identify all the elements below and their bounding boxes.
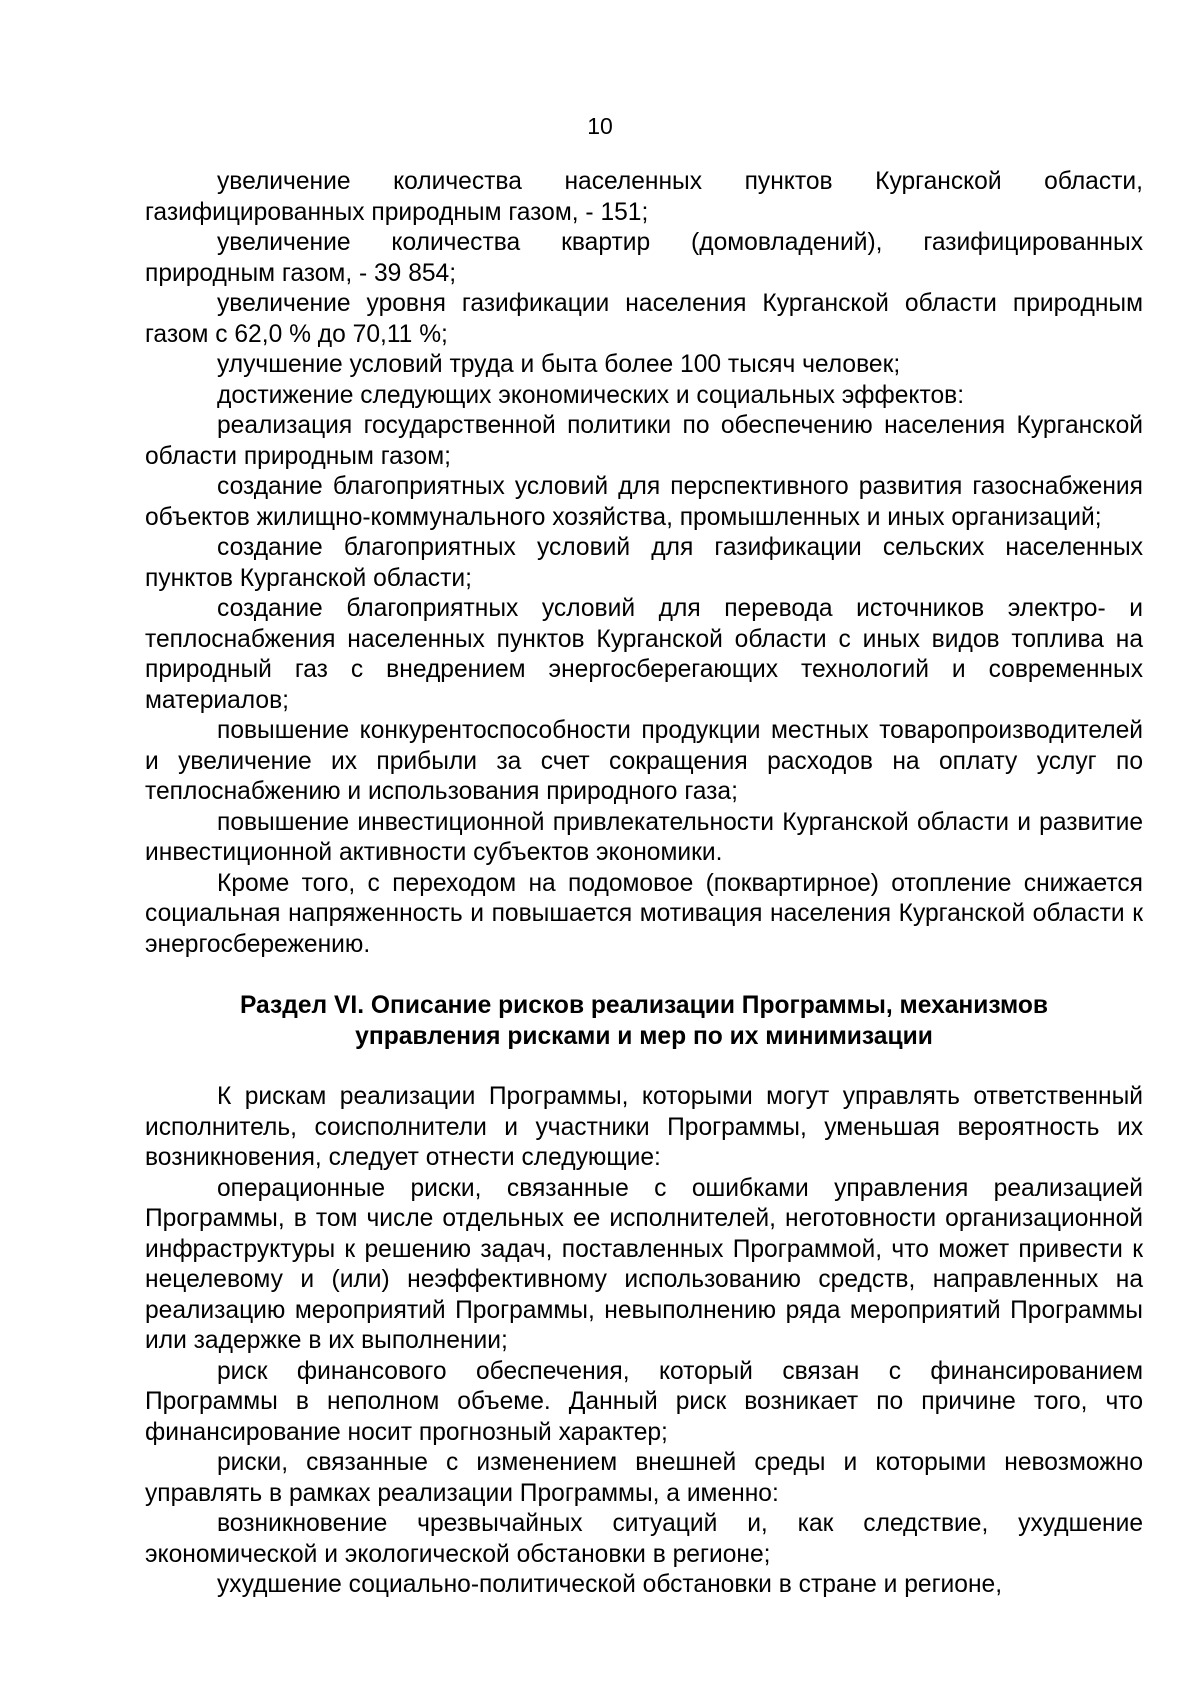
paragraph: реализация государственной политики по обеспечению населения Курганской области природным газом;	[145, 412, 1143, 470]
paragraph: операционные риски, связанные с ошибками управления реализацией Программы, в том числе отдельных ее исполнителей, неготовности организационной инфраструктуры к решению задач, поставленных Программой, что может привести к нецелевому и (или) неэффективному использованию средств, направленных на реализацию мероприятий Программы, невыполнению ряда мероприятий Программы или задержке в их выполнении;	[145, 1174, 1143, 1354]
section-title-line: Раздел VI. Описание рисков реализации Программы, механизмов	[239, 992, 1049, 1019]
paragraph: создание благоприятных условий для газификации сельских населенных пунктов Курганской области;	[145, 534, 1143, 592]
paragraph: увеличение уровня газификации населения Курганской области природным газом с 62,0 % до 70,11 %;	[145, 290, 1143, 348]
paragraph: К рискам реализации Программы, которыми могут управлять ответственный исполнитель, соисполнители и участники Программы, уменьшая вероятность их возникновения, следует отнести следующие:	[145, 1083, 1143, 1171]
paragraph: риски, связанные с изменением внешней среды и которыми невозможно управлять в рамках реализации Программы, а именно:	[145, 1449, 1143, 1507]
paragraph: увеличение количества населенных пунктов Курганской области, газифицированных природным газом, - 151;	[145, 168, 1143, 226]
paragraph: возникновение чрезвычайных ситуаций и, как следствие, ухудшение экономической и экологической обстановки в регионе;	[145, 1510, 1143, 1568]
document-body	[145, 167, 1143, 1601]
paragraph: увеличение количества квартир (домовладений), газифицированных природным газом, - 39 854;	[145, 229, 1143, 287]
paragraph: повышение конкурентоспособности продукции местных товаропроизводителей и увеличение их прибыли за счет сокращения расходов на оплату услуг по теплоснабжению и использования природного газа;	[145, 717, 1143, 805]
paragraph: создание благоприятных условий для перевода источников электро- и теплоснабжения населенных пунктов Курганской области с иных видов топлива на природный газ с внедрением энергосберегающих технологий и современных материалов;	[145, 595, 1143, 714]
paragraph: риск финансового обеспечения, который связан с финансированием Программы в неполном объеме. Данный риск возникает по причине того, что финансирование носит прогнозный характер;	[145, 1357, 1143, 1446]
page-number: 10	[587, 113, 613, 139]
paragraph: повышение инвестиционной привлекательности Курганской области и развитие инвестиционной активности субъектов экономики.	[145, 808, 1143, 866]
section-title-line: управления рисками и мер по их минимизации	[355, 1022, 933, 1050]
paragraph: создание благоприятных условий для перспективного развития газоснабжения объектов жилищно-коммунального хозяйства, промышленных и иных организаций;	[145, 473, 1143, 531]
paragraph: ухудшение социально-политической обстановки в стране и регионе,	[217, 1571, 1003, 1598]
section-title	[145, 991, 1143, 1052]
paragraph: достижение следующих экономических и социальных эффектов:	[217, 381, 965, 409]
paragraph: улучшение условий труда и быта более 100 тысяч человек;	[217, 351, 901, 378]
paragraph: Кроме того, с переходом на подомовое (поквартирное) отопление снижается социальная напряженность и повышается мотивация населения Курганской области к энергосбережению.	[145, 869, 1143, 958]
